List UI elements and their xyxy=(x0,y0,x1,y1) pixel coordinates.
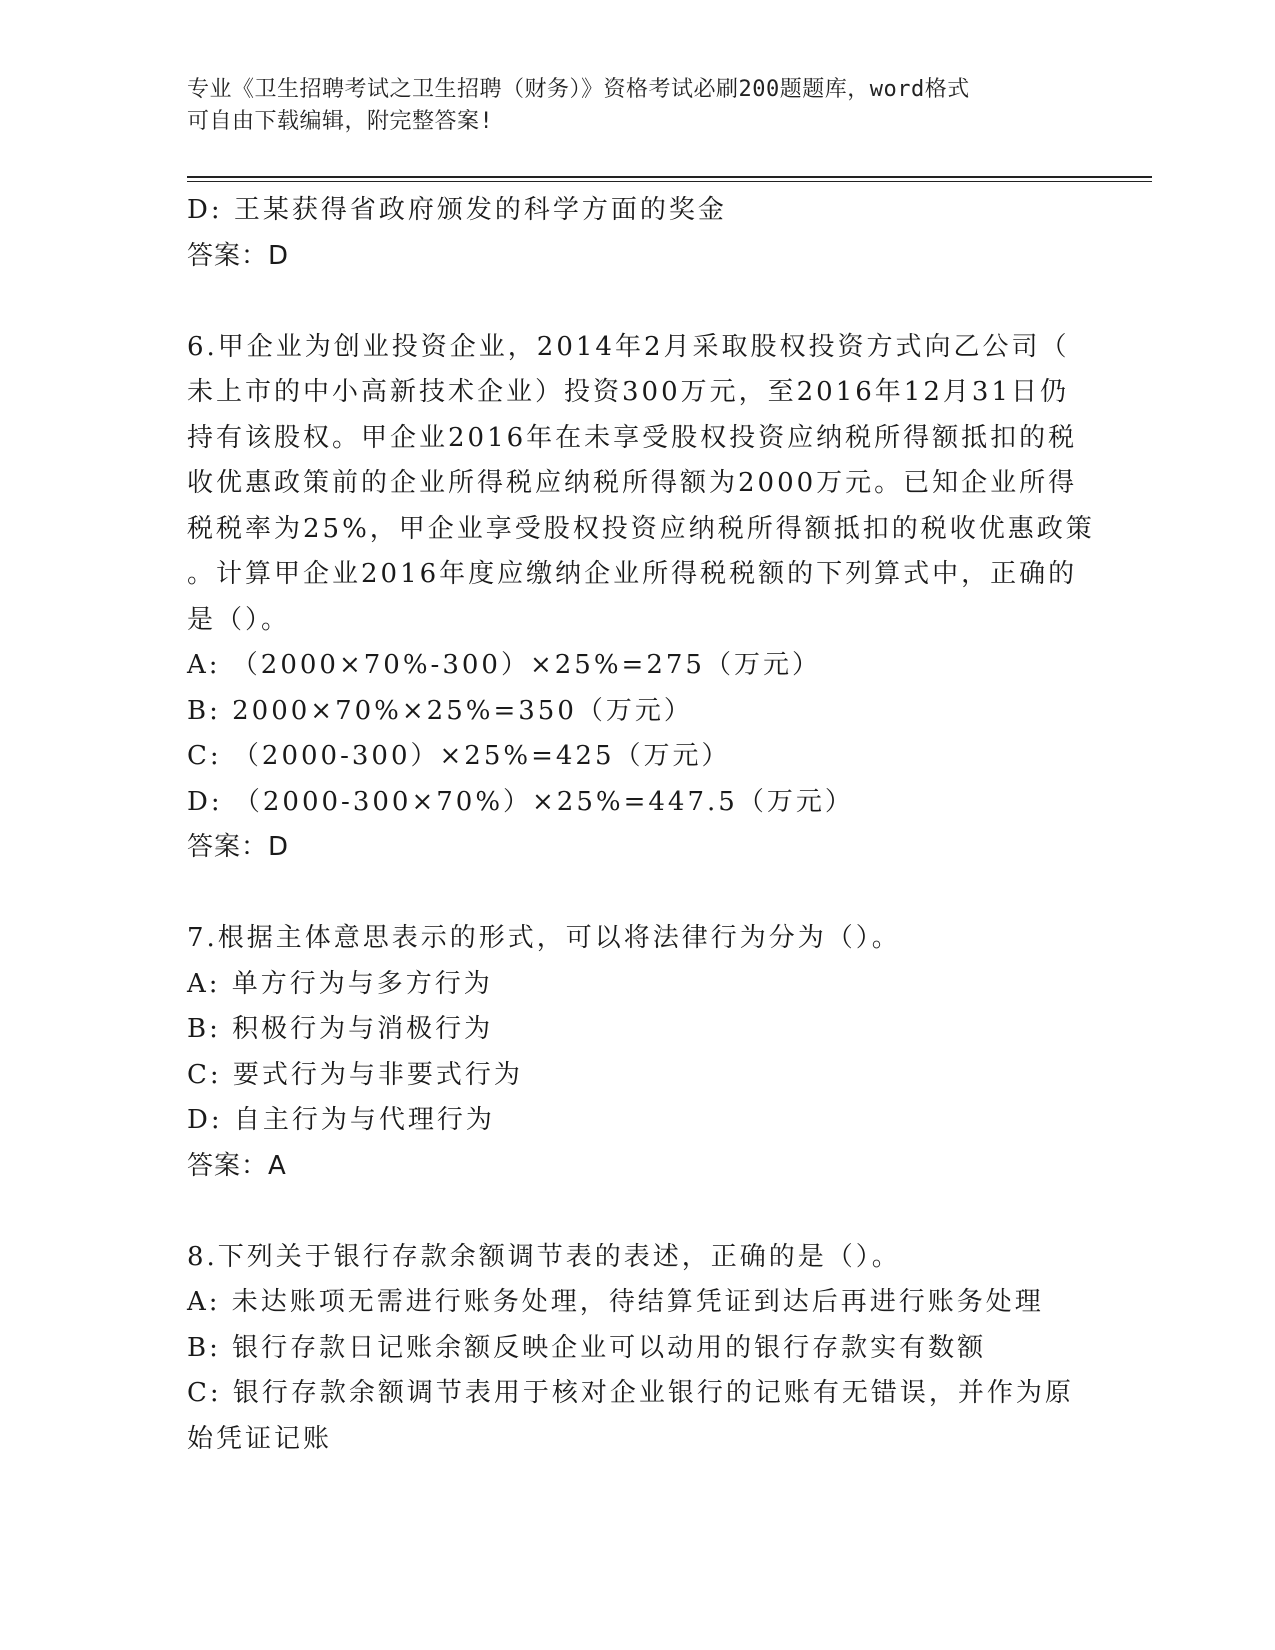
q6-answer: 答案：D xyxy=(187,832,290,862)
spacer xyxy=(187,279,1087,325)
q6-option-c: C: （2000-300）×25%=425（万元） xyxy=(187,741,731,771)
q5-option-d: D: 王某获得省政府颁发的科学方面的奖金 xyxy=(187,195,727,225)
question-8 xyxy=(187,1235,1087,1463)
document-header xyxy=(187,74,1067,138)
q8-option-b: B: 银行存款日记账余额反映企业可以动用的银行存款实有数额 xyxy=(187,1332,987,1363)
q7-stem: 7.根据主体意思表示的形式，可以将法律行为分为（）。 xyxy=(187,923,901,953)
spacer xyxy=(187,871,1087,917)
question-7 xyxy=(187,916,1087,1189)
q6-stem-line: 未上市的中小高新技术企业）投资300万元，至2016年12月31日仍 xyxy=(187,377,1069,407)
q8-option-c: C: 银行存款余额调节表用于核对企业银行的记账有无错误，并作为原 xyxy=(187,1378,1074,1408)
q8-stem: 8.下列关于银行存款余额调节表的表述，正确的是（）。 xyxy=(187,1241,901,1272)
q7-option-b: B: 积极行为与消极行为 xyxy=(187,1014,494,1044)
question-list xyxy=(187,188,1095,1462)
q6-stem-line: 税税率为25%，甲企业享受股权投资应纳税所得额抵扣的税收优惠政策 xyxy=(187,513,1095,544)
q7-option-c: C: 要式行为与非要式行为 xyxy=(187,1059,523,1090)
spacer xyxy=(187,1189,1087,1235)
q5-answer: 答案：D xyxy=(187,240,290,271)
q6-option-b: B: 2000×70%×25%=350（万元） xyxy=(187,695,693,726)
q7-option-d: D: 自主行为与代理行为 xyxy=(187,1105,495,1135)
q6-option-a: A: （2000×70%-300）×25%=275（万元） xyxy=(187,650,821,680)
q8-option-c-continued: 始凭证记账 xyxy=(187,1423,333,1454)
q6-stem-line: 收优惠政策前的企业所得税应纳税所得额为2000万元。已知企业所得 xyxy=(187,468,1078,498)
q8-option-a: A: 未达账项无需进行账务处理，待结算凭证到达后再进行账务处理 xyxy=(187,1287,1044,1317)
header-title-line-1: 专业《卫生招聘考试之卫生招聘（财务）》资格考试必刷200题题库，word格式 xyxy=(187,77,970,102)
q6-stem-line: 是（）。 xyxy=(187,604,291,635)
header-divider-thick xyxy=(187,176,1152,178)
q6-stem-line: 6.甲企业为创业投资企业，2014年2月采取股权投资方式向乙公司（ xyxy=(187,331,1070,362)
q6-stem-line: 持有该股权。甲企业2016年在未享受股权投资应纳税所得额抵扣的税 xyxy=(187,422,1078,453)
q6-stem-line: 。计算甲企业2016年度应缴纳企业所得税税额的下列算式中，正确的 xyxy=(187,559,1078,589)
q6-option-d: D: （2000-300×70%）×25%=447.5（万元） xyxy=(187,786,854,817)
q7-answer: 答案：A xyxy=(187,1150,287,1181)
header-divider-thin xyxy=(187,181,1152,182)
q7-option-a: A: 单方行为与多方行为 xyxy=(187,968,493,999)
question-6 xyxy=(187,325,1095,871)
header-title-line-2: 可自由下载编辑，附完整答案! xyxy=(187,109,494,134)
